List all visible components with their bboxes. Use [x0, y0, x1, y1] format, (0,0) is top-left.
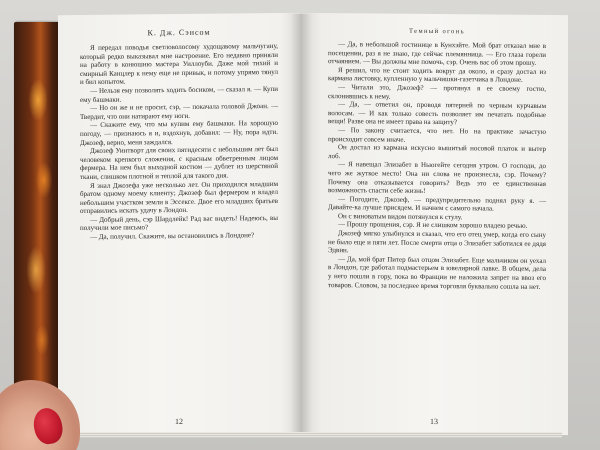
right-paragraph: Я решил, что не стоит ходить вокруг да около, и сразу достал из кармана листовку, купленную у мальчишки-газетчика в Лондоне. — [328, 65, 546, 85]
right-paragraph: — Да, — ответил он, проводя пятерней по черным курчавым волосам. — И как только совесть позволяет им печатать подобные вещи! Разве она не имеет права на защиту? — [328, 100, 546, 127]
left-paragraph: — Но он же и не просит, сэр, — покачала головой Джоан. — Твердит, что они натирают ему ноги. — [80, 102, 278, 121]
page-block-edge — [64, 432, 562, 438]
left-paragraph: — Скажите ему, что мы купим ему башмаки. На хорошую погоду, — признаюсь я и, вздохнув, добавил: — Ну, пора идти. Джозеф, верно, меня заждался. — [80, 119, 278, 147]
left-paragraph: — Добрый день, сэр Шардлейк! Рад вас видеть! Надеюсь, вы получили мое письмо? — [80, 213, 278, 233]
cover-flame-illustration — [18, 40, 58, 370]
left-paragraph: Я знал Джозефа уже несколько лет. Он приходился младшим братом одному моему клиенту; Джозеф был фермером и владел небольшим участком земли в Эссексе. Двое его младших братьев отправились искать удачу в Лондон. — [80, 179, 278, 216]
right-body-text — [328, 40, 546, 291]
right-paragraph: Джозеф мягко улыбнулся и сказал, что его отец умер, когда его сыну не было еще и пяти лет. После смерти отца о Элизабет заботился ее дядя Эдвин. — [328, 229, 546, 255]
right-page — [300, 13, 568, 435]
right-paragraph: — Погодите, Джозеф, — предупредительно поднял руку я. — Давайте-ка лучше присядем. И начнем с самого начала. — [328, 194, 546, 213]
right-paragraph: — Читали это, Джозеф? — протянул я ее своему гостю, склонившись к нему. — [328, 83, 546, 101]
right-running-head: Темный огонь — [409, 27, 465, 36]
left-page-number: 12 — [175, 416, 183, 427]
right-paragraph: Он с виноватым видом потянулся к стулу. — [338, 212, 463, 222]
right-paragraph: — Да, в небольшой гостинице в Кунхэйте. Мой брат отказал мне в посещении, раз я не знаю, где сейчас племянница. — Его глаза горели отчаянием. — Вы должны мне помочь, сэр. Очень вас об этом прошу. — [328, 40, 546, 68]
left-paragraph: Джозеф Уинтворт для своих пятидесяти с небольшим лет был человеком крепкого сложения, с красным обветренным лицом фермера. На нем был выходной костюм — дублет из шерстяной ткани, слишком плотной и теплой для такого дня. — [80, 145, 278, 181]
right-page-number: 13 — [430, 416, 438, 427]
left-paragraph: Я передал поводья светловолосому худощавому мальчугану, который редко выказывал мне настроение. Его недавно приняли на работу в конюшню мастера Уиллоуби. Даже мой тихий и смирный Канцлер к нему еще не привык, и потому упрямо тянул и бил копытом. — [80, 41, 278, 87]
left-page — [58, 13, 300, 436]
right-paragraph: — По закону считается, что нет. Но на практике зачастую происходит совсем иначе. — [328, 126, 546, 144]
right-paragraph: Он достал из кармана искусно вышитый носовой платок и вытер лоб. — [328, 143, 546, 160]
right-paragraph: — Да, мой брат Питер был отцом Элизабет. Еще мальчиком он уехал в Лондон, где работал подмастерьем в ювелирной лавке. В общем, дела у него пошли в гору, пока во Франции не наложила запрет на ввоз его товаров. Словом, за последнее время торговля буквально сошла на нет. — [328, 255, 546, 291]
left-paragraph: — Да, получил. Скажите, вы остановились в Лондоне? — [90, 231, 255, 241]
left-paragraph: — Нельзя ему позволять ходить босиком, — сказал я. — Купи ему башмаки. — [80, 84, 278, 104]
right-paragraph: — Я навещал Элизабет в Ньюгейте сегодня утром. О господи, до чего же жуткое место! Она ни слова не произнесла, сэр. Почему? Почему она отказывается говорить? Ведь это ее единственная возможность спасти себе жизнь! — [328, 160, 546, 196]
right-paragraph: — Прошу прощения, сэр. Я не слишком хорошо владею речью. — [338, 220, 528, 231]
left-body-text — [80, 42, 278, 242]
left-running-head: К. Дж. Сэнсом — [147, 27, 211, 38]
